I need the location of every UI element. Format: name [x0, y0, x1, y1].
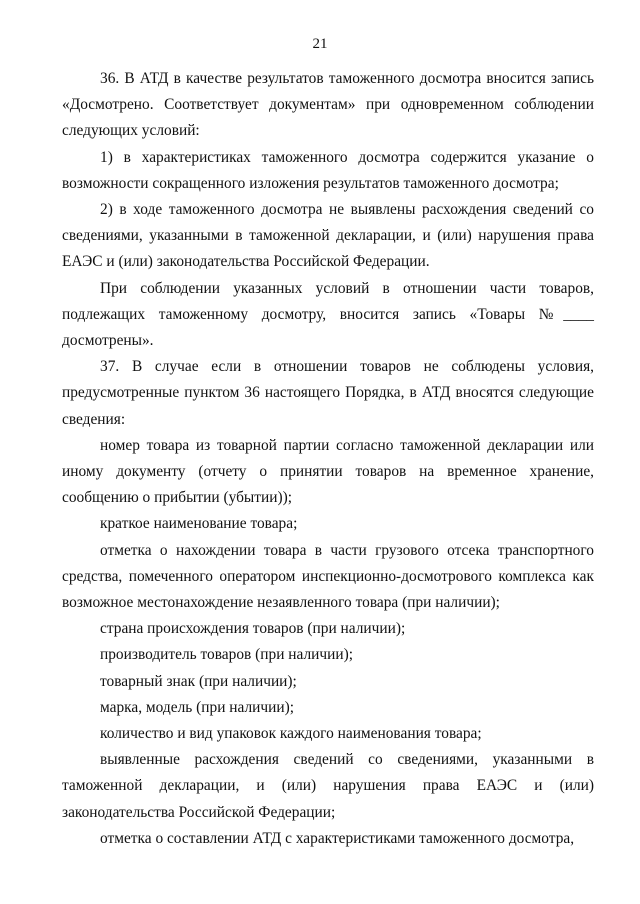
condition-2: 2) в ходе таможенного досмотра не выявлены расхождения сведений со сведениями, указанными в таможенной декларации, и (или) нарушения права ЕАЭС и (или) законодательства Российской Федерации. — [62, 201, 594, 271]
document-body — [62, 66, 594, 852]
page-number: 21 — [312, 36, 328, 52]
partial-goods-paragraph: При соблюдении указанных условий в отношении части товаров, подлежащих таможенному досмотру, вносится запись «Товары №____ досмотрены». — [62, 279, 594, 350]
paragraph-37: 37. В случае если в отношении товаров не соблюдены условия, предусмотренные пунктом 36 настоящего Порядка, в АТД вносятся следующие сведения: — [62, 358, 594, 428]
list-item-atd-mark: отметка о составлении АТД с характеристиками таможенного досмотра, — [100, 829, 575, 847]
list-item-trademark: товарный знак (при наличии); — [100, 672, 297, 690]
list-item-cargo-location: отметка о нахождении товара в части грузового отсека транспортного средства, помеченного оператором инспекционно-досмотрового комплекса как возможное местонахождение незаявленного товара (при наличии); — [62, 541, 594, 612]
list-item-country: страна происхождения товаров (при наличии); — [100, 620, 406, 638]
paragraph-36: 36. В АТД в качестве результатов таможенного досмотра вносится запись «Досмотрено. Соответствует документам» при одновременном соблюдении следующих условий: — [62, 70, 594, 140]
condition-1: 1) в характеристиках таможенного досмотра содержится указание о возможности сокращенного изложения результатов таможенного досмотра; — [62, 148, 594, 192]
list-item-goods-number: номер товара из товарной партии согласно таможенной декларации или иному документу (отчету о принятии товаров на временное хранение, сообщению о прибытии (убытии)); — [62, 436, 594, 507]
list-item-manufacturer: производитель товаров (при наличии); — [100, 646, 354, 664]
list-item-packages: количество и вид упаковок каждого наименования товара; — [100, 725, 482, 743]
list-item-discrepancies: выявленные расхождения сведений со сведениями, указанными в таможенной декларации, и (или) нарушения права ЕАЭС и (или) законодательства Российской Федерации; — [62, 751, 594, 821]
list-item-short-name: краткое наименование товара; — [100, 515, 298, 533]
list-item-brand-model: марка, модель (при наличии); — [100, 698, 295, 716]
